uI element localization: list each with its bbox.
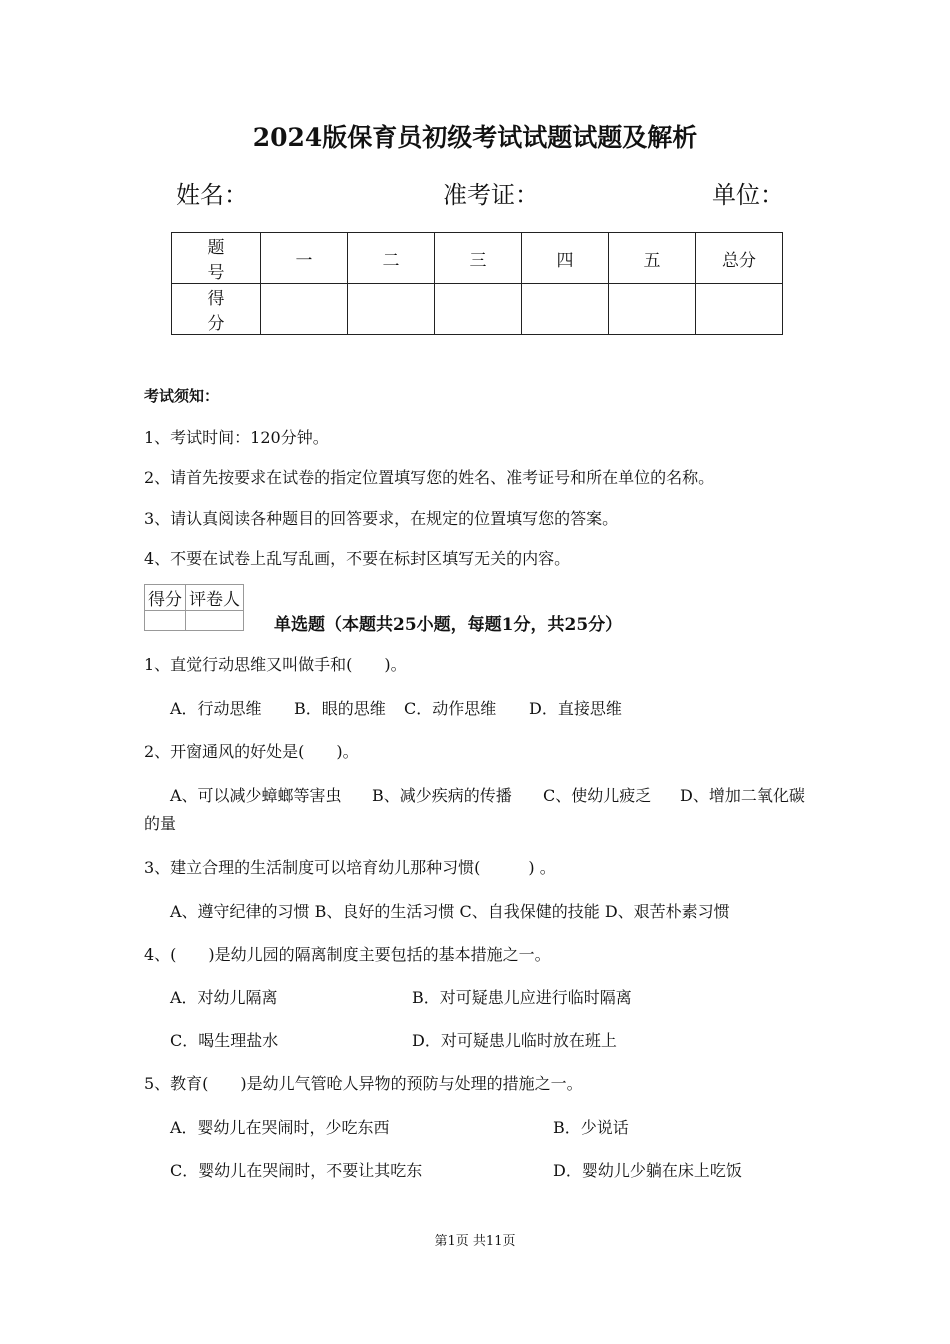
option[interactable]: C．动作思维 xyxy=(404,699,497,718)
score-col-4: 四 xyxy=(522,233,609,284)
question-stem: 3、建立合理的生活制度可以培育幼儿那种习惯( ) 。 xyxy=(144,858,556,877)
page-footer: 第1页 共11页 xyxy=(434,1234,516,1249)
option[interactable]: A、可以减少蟑螂等害虫 xyxy=(170,786,342,805)
option[interactable]: D．直接思维 xyxy=(529,699,622,718)
question-stem: 4、( )是幼儿园的隔离制度主要包括的基本措施之一。 xyxy=(144,945,551,964)
grader-score-label: 得分 xyxy=(145,585,186,611)
exam-id-label: 准考证： xyxy=(443,181,539,209)
options-line[interactable]: A、遵守纪律的习惯 B、良好的生活习惯 C、自我保健的技能 D、艰苦朴素习惯 xyxy=(170,902,730,921)
notice-item: 1、考试时间：120分钟。 xyxy=(144,428,329,447)
option[interactable]: D．婴幼儿少躺在床上吃饭 xyxy=(553,1161,742,1180)
section-title: 单选题（本题共25小题，每题1分，共25分） xyxy=(274,615,623,635)
grader-reviewer-label: 评卷人 xyxy=(186,585,244,611)
option[interactable]: D．对可疑患儿临时放在班上 xyxy=(412,1031,617,1050)
score-table xyxy=(171,232,783,335)
option[interactable]: B．少说话 xyxy=(553,1118,629,1137)
score-table-score-row xyxy=(172,284,783,335)
option[interactable]: B．对可疑患儿应进行临时隔离 xyxy=(412,988,632,1007)
score-col-3: 三 xyxy=(435,233,522,284)
question-stem: 2、开窗通风的好处是( )。 xyxy=(144,742,359,761)
score-cell[interactable] xyxy=(348,284,435,335)
option[interactable]: A．对幼儿隔离 xyxy=(170,988,278,1007)
notice-item: 3、请认真阅读各种题目的回答要求，在规定的位置填写您的答案。 xyxy=(144,509,619,528)
name-label: 姓名： xyxy=(176,181,248,209)
option[interactable]: C．婴幼儿在哭闹时，不要让其吃东 xyxy=(170,1161,423,1180)
option[interactable]: D、增加二氧化碳 xyxy=(680,786,805,805)
option[interactable]: B、减少疾病的传播 xyxy=(372,786,512,805)
option[interactable]: C．喝生理盐水 xyxy=(170,1031,279,1050)
document-title: 2024版保育员初级考试试题试题及解析 xyxy=(252,123,698,152)
option[interactable]: B．眼的思维 xyxy=(294,699,386,718)
question-stem: 5、教育( )是幼儿气管呛人异物的预防与处理的措施之一。 xyxy=(144,1074,583,1093)
unit-label: 单位： xyxy=(712,181,784,209)
question-number-label: 题 号 xyxy=(172,233,261,284)
score-cell[interactable] xyxy=(435,284,522,335)
notice-item: 4、不要在试卷上乱写乱画，不要在标封区填写无关的内容。 xyxy=(144,549,571,568)
option[interactable]: A．行动思维 xyxy=(170,699,262,718)
score-cell[interactable] xyxy=(609,284,696,335)
score-col-total: 总分 xyxy=(696,233,783,284)
notice-item: 2、请首先按要求在试卷的指定位置填写您的姓名、准考证号和所在单位的名称。 xyxy=(144,468,715,487)
score-table-header-row xyxy=(172,233,783,284)
option-wrap: 的量 xyxy=(144,814,177,833)
option[interactable]: C、使幼儿疲乏 xyxy=(543,786,652,805)
score-cell[interactable] xyxy=(522,284,609,335)
question-stem: 1、直觉行动思维又叫做手和( )。 xyxy=(144,655,407,674)
notice-heading: 考试须知： xyxy=(144,387,220,405)
score-cell[interactable] xyxy=(696,284,783,335)
score-col-1: 一 xyxy=(261,233,348,284)
option[interactable]: A．婴幼儿在哭闹时，少吃东西 xyxy=(170,1118,390,1137)
score-col-2: 二 xyxy=(348,233,435,284)
grader-reviewer-cell[interactable] xyxy=(186,611,244,631)
grader-box xyxy=(144,584,244,631)
grader-score-cell[interactable] xyxy=(145,611,186,631)
score-col-5: 五 xyxy=(609,233,696,284)
score-label: 得 分 xyxy=(172,284,261,335)
